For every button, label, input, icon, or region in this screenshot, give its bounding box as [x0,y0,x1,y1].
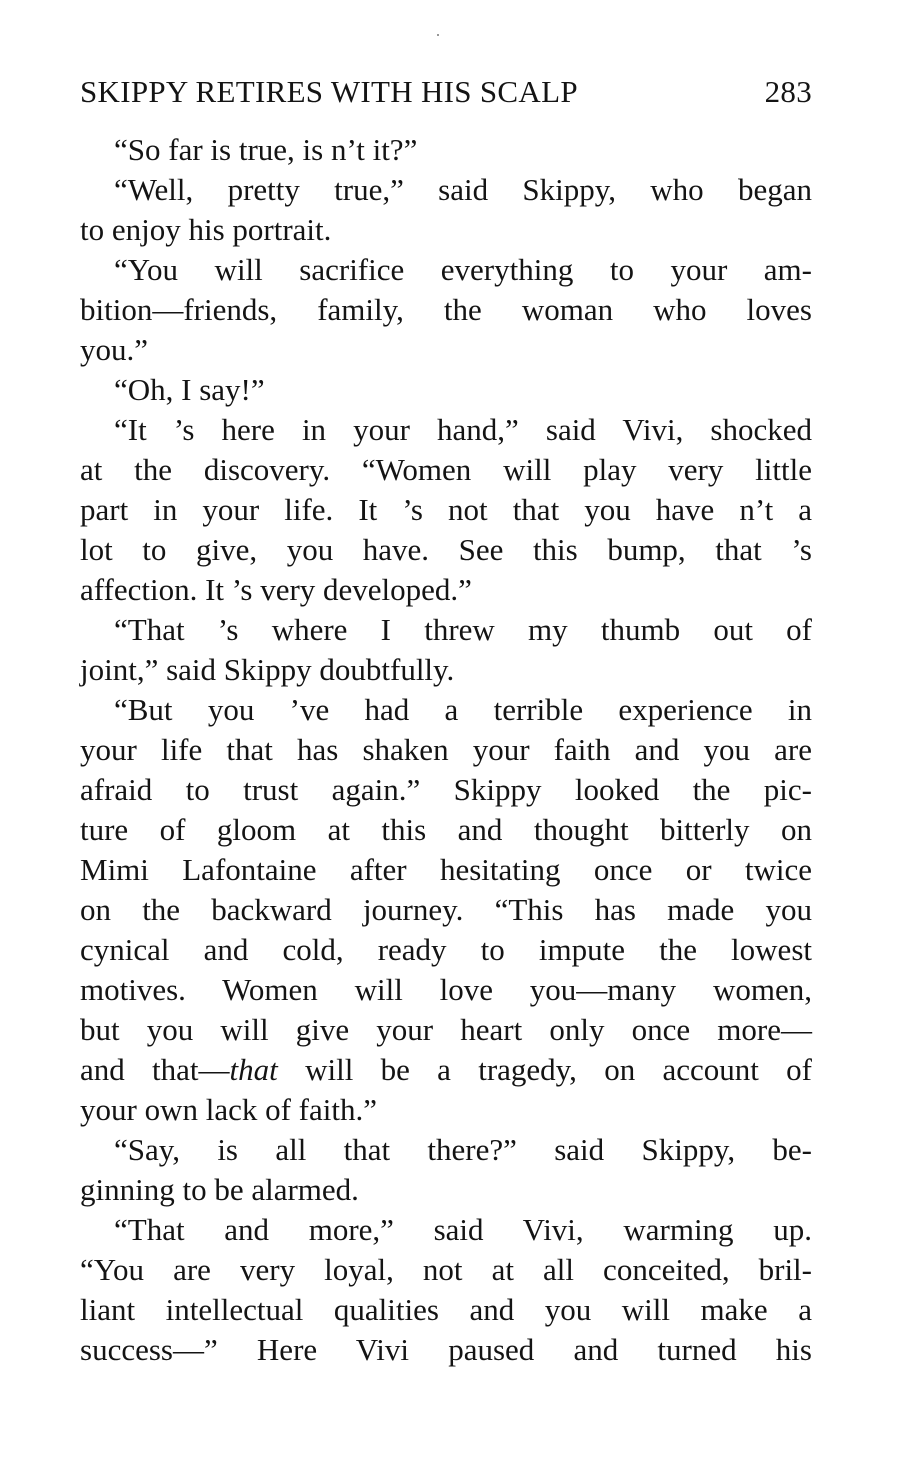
page-number: 283 [764,74,812,109]
text-line: liant intellectual qualities and you will make a [80,1292,812,1327]
text-line: “So far is true, is n’t it?” [114,132,418,167]
text-line: on the backward journey. “This has made you [80,892,812,927]
print-speck [437,34,439,36]
text-line: part in your life. It ’s not that you have n’t a [80,492,812,527]
text-line: but you will give your heart only once more— [80,1012,812,1047]
text-line: joint,” said Skippy doubtfully. [80,652,455,687]
text-line: motives. Women will love you—many women, [80,972,812,1007]
text-line: “Well, pretty true,” said Skippy, who began [114,172,812,207]
text-line: “You are very loyal, not at all conceited, bril- [80,1252,812,1287]
text-line: success—” Here Vivi paused and turned his [80,1332,812,1367]
text-line: “That ’s where I threw my thumb out of [114,612,812,647]
text-line: cynical and cold, ready to impute the lowest [80,932,812,967]
text-line: ginning to be alarmed. [80,1172,359,1207]
text-line: ture of gloom at this and thought bitterly on [80,812,812,847]
running-title: SKIPPY RETIRES WITH HIS SCALP [80,74,578,109]
text-line: your own lack of faith.” [80,1092,377,1127]
text-line: afraid to trust again.” Skippy looked the pic- [80,772,812,807]
text-line: Mimi Lafontaine after hesitating once or twice [80,852,812,887]
text-line: bition—friends, family, the woman who loves [80,292,812,327]
text-line: affection. It ’s very developed.” [80,572,472,607]
text-line: “Say, is all that there?” said Skippy, be- [114,1132,812,1167]
text-line: your life that has shaken your faith and you are [80,732,812,767]
text-line: at the discovery. “Women will play very little [80,452,812,487]
text-line: “Oh, I say!” [114,372,265,407]
text-line: “But you ’ve had a terrible experience in [114,692,812,727]
text-line: to enjoy his portrait. [80,212,332,247]
text-line: lot to give, you have. See this bump, that ’s [80,532,812,567]
book-page [80,72,812,1370]
page-header [80,72,812,112]
emphasis: that [229,1052,278,1087]
text-line: and that—that will be a tragedy, on account of [80,1052,812,1087]
text-line: “It ’s here in your hand,” said Vivi, shocked [114,412,812,447]
body-text [80,130,812,1370]
text-line: “That and more,” said Vivi, warming up. [114,1212,812,1247]
text-line: “You will sacrifice everything to your am- [114,252,812,287]
text-line: you.” [80,332,149,367]
